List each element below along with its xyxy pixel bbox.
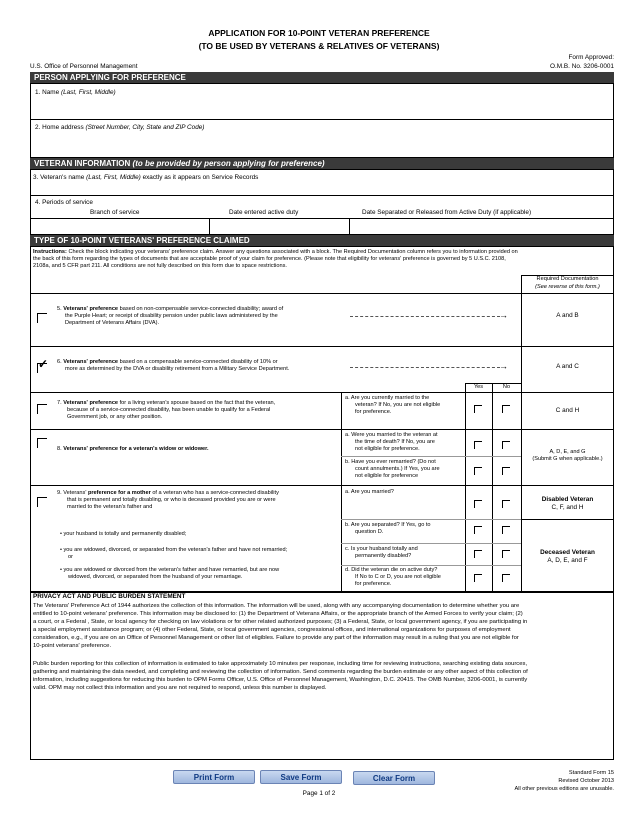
privacy-heading: PRIVACY ACT AND PUBLIC BURDEN STATEMENT	[33, 593, 186, 600]
branch-input[interactable]	[31, 219, 208, 234]
item8-b-no-checkbox[interactable]	[502, 467, 510, 475]
save-form-button[interactable]: Save Form	[260, 770, 342, 784]
page-number: Page 1 of 2	[302, 790, 336, 797]
item9-question-d: d. Did the veteran die on active duty? If No to C or D, you are not eligible for preference.	[345, 567, 441, 587]
item8-question-b: b. Have you ever remarried? (Do not count annulments.) If Yes, you are not eligible for preference	[345, 459, 440, 479]
item9-c-no-checkbox[interactable]	[502, 550, 510, 558]
item8-text: 8. Veterans' preference for a veteran's widow or widower.	[57, 446, 209, 452]
revised-date: Revised October 2013	[558, 778, 614, 784]
item9-question-a: a. Are you married?	[345, 489, 394, 495]
name-label: 1. Name (Last, First, Middle)	[35, 89, 116, 96]
section-veteran-heading: VETERAN INFORMATION (to be provided by person applying for preference)	[30, 158, 614, 169]
veteran-name-label: 3. Veteran's name (Last, First, Middle) exactly as it appears on Service Records	[33, 174, 259, 181]
veteran-name-input[interactable]	[31, 183, 613, 195]
form-title: APPLICATION FOR 10-POINT VETERAN PREFERENCE	[208, 28, 430, 38]
privacy-paragraph-1: The Veterans' Preference Act of 1944 authorizes the collection of this information. The information will be used, along with any accompanying documentation to determine whether you are entitled to 10-point veterans' preference. This information may be disclosed to: (1) the Department of Veterans Affairs, or the appropriate branch of the Armed Forces to verify your claim; (2) a court, or a Federal , State, or local agency for checking on law violations or for other related authorized purposes; (3) a Federal, State, or local government agency, if you are participating in a special employment assistance program; or (4) other Federal, State, or local government agencies, congressional offices, and international organizations for purposes of employment consideration, e.g., if you are on an Office of Personnel Management or other list of eligibles. Failure to provide any part of the information may result in a ruling that you are not eligible for 10-point veterans' preference.	[33, 603, 528, 649]
item7-text: 7. Veterans' preference for a living veteran's spouse based on the fact that the veteran, because of a service-connected disability, has been unable to qualify for a Federal Government job, or any other position.	[57, 400, 276, 420]
item9-a-yes-checkbox[interactable]	[474, 500, 482, 508]
yes-header: Yes	[473, 384, 484, 390]
item9-text: 9. Veterans' preference for a mother of a veteran who has a service-connected disability that is permanent and totally disabling, or who is deceased provided you are or were married to the veteran's father and	[57, 490, 279, 510]
agency-name: U.S. Office of Personnel Management	[30, 63, 138, 70]
instructions: Instructions: Check the block indicating your veterans' preference claim. Answer any questions associated with a block. The Required Documentation column refers you to information provided on the back of this form regarding the types of documents that are acceptable proof of your claim for preference. (Please note that eligibility for veterans' preference is governed by 5 U.S.C. 2108, 2108a, and 5 CFR part 211. All conditions are not fully described on this form due to space restrictions.	[33, 249, 518, 269]
separated-col: Date Separated or Released from Active Duty (if applicable)	[362, 209, 532, 216]
item9-deceased-docs: Deceased Veteran A, D, E, and F	[540, 549, 595, 564]
item8-question-a: a. Were you married to the veteran at the time of death? If No, you are not eligible for preference.	[345, 432, 438, 452]
item6-docs: A and C	[556, 363, 579, 370]
req-doc-note: (See reverse of this form.)	[535, 284, 600, 290]
item9-question-b: b. Are you separated? If Yes, go to question D.	[345, 522, 431, 535]
name-input[interactable]	[31, 98, 613, 118]
item9-c-yes-checkbox[interactable]	[474, 550, 482, 558]
item8-checkbox[interactable]	[37, 438, 47, 448]
form-approved: Form Approved:	[568, 54, 614, 61]
section-person-heading: PERSON APPLYING FOR PREFERENCE	[30, 72, 614, 83]
item6-checkmark-icon: ✓	[38, 357, 49, 371]
clear-form-button[interactable]: Clear Form	[353, 771, 435, 785]
item9-disabled-docs: Disabled Veteran C, F, and H	[541, 496, 594, 511]
entered-col: Date entered active duty	[229, 209, 299, 216]
item8-docs: A, D, E, and G (Submit G when applicable.)	[532, 449, 603, 462]
entered-date-input[interactable]	[211, 219, 348, 234]
item9-a-no-checkbox[interactable]	[502, 500, 510, 508]
item9-b-no-checkbox[interactable]	[502, 526, 510, 534]
item7-a-yes-checkbox[interactable]	[474, 405, 482, 413]
item5-text: 5. Veterans' preference based on non-compensable service-connected disability; award of the Purple Heart; or receipt of disability pension under public laws administered by the Department of Veterans Affairs (DVA).	[57, 306, 284, 326]
previous-editions: All other previous editions are unusable.	[514, 786, 614, 792]
item9-bullet-1: • your husband is totally and permanently disabled;	[60, 531, 187, 537]
item6-arrow-icon: →	[499, 361, 508, 371]
item9-b-yes-checkbox[interactable]	[474, 526, 482, 534]
item8-b-yes-checkbox[interactable]	[474, 467, 482, 475]
item7-question-a: a. Are you currently married to the veteran? If No, you are not eligible for preference.	[345, 395, 441, 415]
item7-checkbox[interactable]	[37, 404, 47, 414]
item9-bullet-3: • you are widowed or divorced from the veteran's father and have remarried, but are now widowed, divorced, or separated from the husband of your remarriage.	[60, 567, 280, 580]
item9-bullet-2: • you are widowed, divorced, or separated from the veteran's father and have not remarried; or	[60, 547, 288, 560]
item7-a-no-checkbox[interactable]	[502, 405, 510, 413]
privacy-paragraph-2: Public burden reporting for this collection of information is estimated to take approximately 10 minutes per response, including time for reviewing instructions, searching existing data sources, gathering and maintaining the data needed, and completing and reviewing the collection of information. Send comments regarding the burden estimate or any other aspect of this collection of information, including suggestions for reducing this burden to OPM Forms Officer, U.S. Office of Personnel Management, Washington, D.C. 20415. The OMB Number, 3206-0001, is currently valid. OPM may not collect this information and you are not required to respond, unless this number is displayed.	[33, 661, 528, 691]
item7-docs: C and H	[555, 407, 580, 414]
print-form-button[interactable]: Print Form	[173, 770, 255, 784]
omb-number: O.M.B. No. 3206-0001	[550, 63, 614, 70]
item9-d-no-checkbox[interactable]	[502, 574, 510, 582]
separated-date-input[interactable]	[351, 219, 613, 234]
item9-checkbox[interactable]	[37, 497, 47, 507]
item5-arrow-icon: →	[499, 310, 508, 320]
item8-a-no-checkbox[interactable]	[502, 441, 510, 449]
no-header: No	[502, 384, 511, 390]
standard-form: Standard Form 15	[568, 770, 614, 776]
item9-d-yes-checkbox[interactable]	[474, 574, 482, 582]
item6-text: 6. Veterans' preference based on a compensable service-connected disability of 10% or more as determined by the DVA or disability retirement from a Military Service Department.	[57, 359, 290, 372]
periods-label: 4. Periods of service	[35, 199, 93, 206]
section-type-heading: TYPE OF 10-POINT VETERANS' PREFERENCE CLAIMED	[30, 235, 614, 246]
req-doc-header: Required Documentation	[536, 276, 599, 282]
branch-col: Branch of service	[90, 209, 140, 216]
item5-docs: A and B	[556, 312, 579, 319]
item8-a-yes-checkbox[interactable]	[474, 441, 482, 449]
item9-question-c: c. Is your husband totally and permanently disabled?	[345, 546, 418, 559]
form-subtitle: (TO BE USED BY VETERANS & RELATIVES OF VETERANS)	[198, 41, 440, 51]
address-label: 2. Home address (Street Number, City, State and ZIP Code)	[35, 124, 205, 131]
item5-checkbox[interactable]	[37, 313, 47, 323]
address-input[interactable]	[31, 133, 613, 157]
